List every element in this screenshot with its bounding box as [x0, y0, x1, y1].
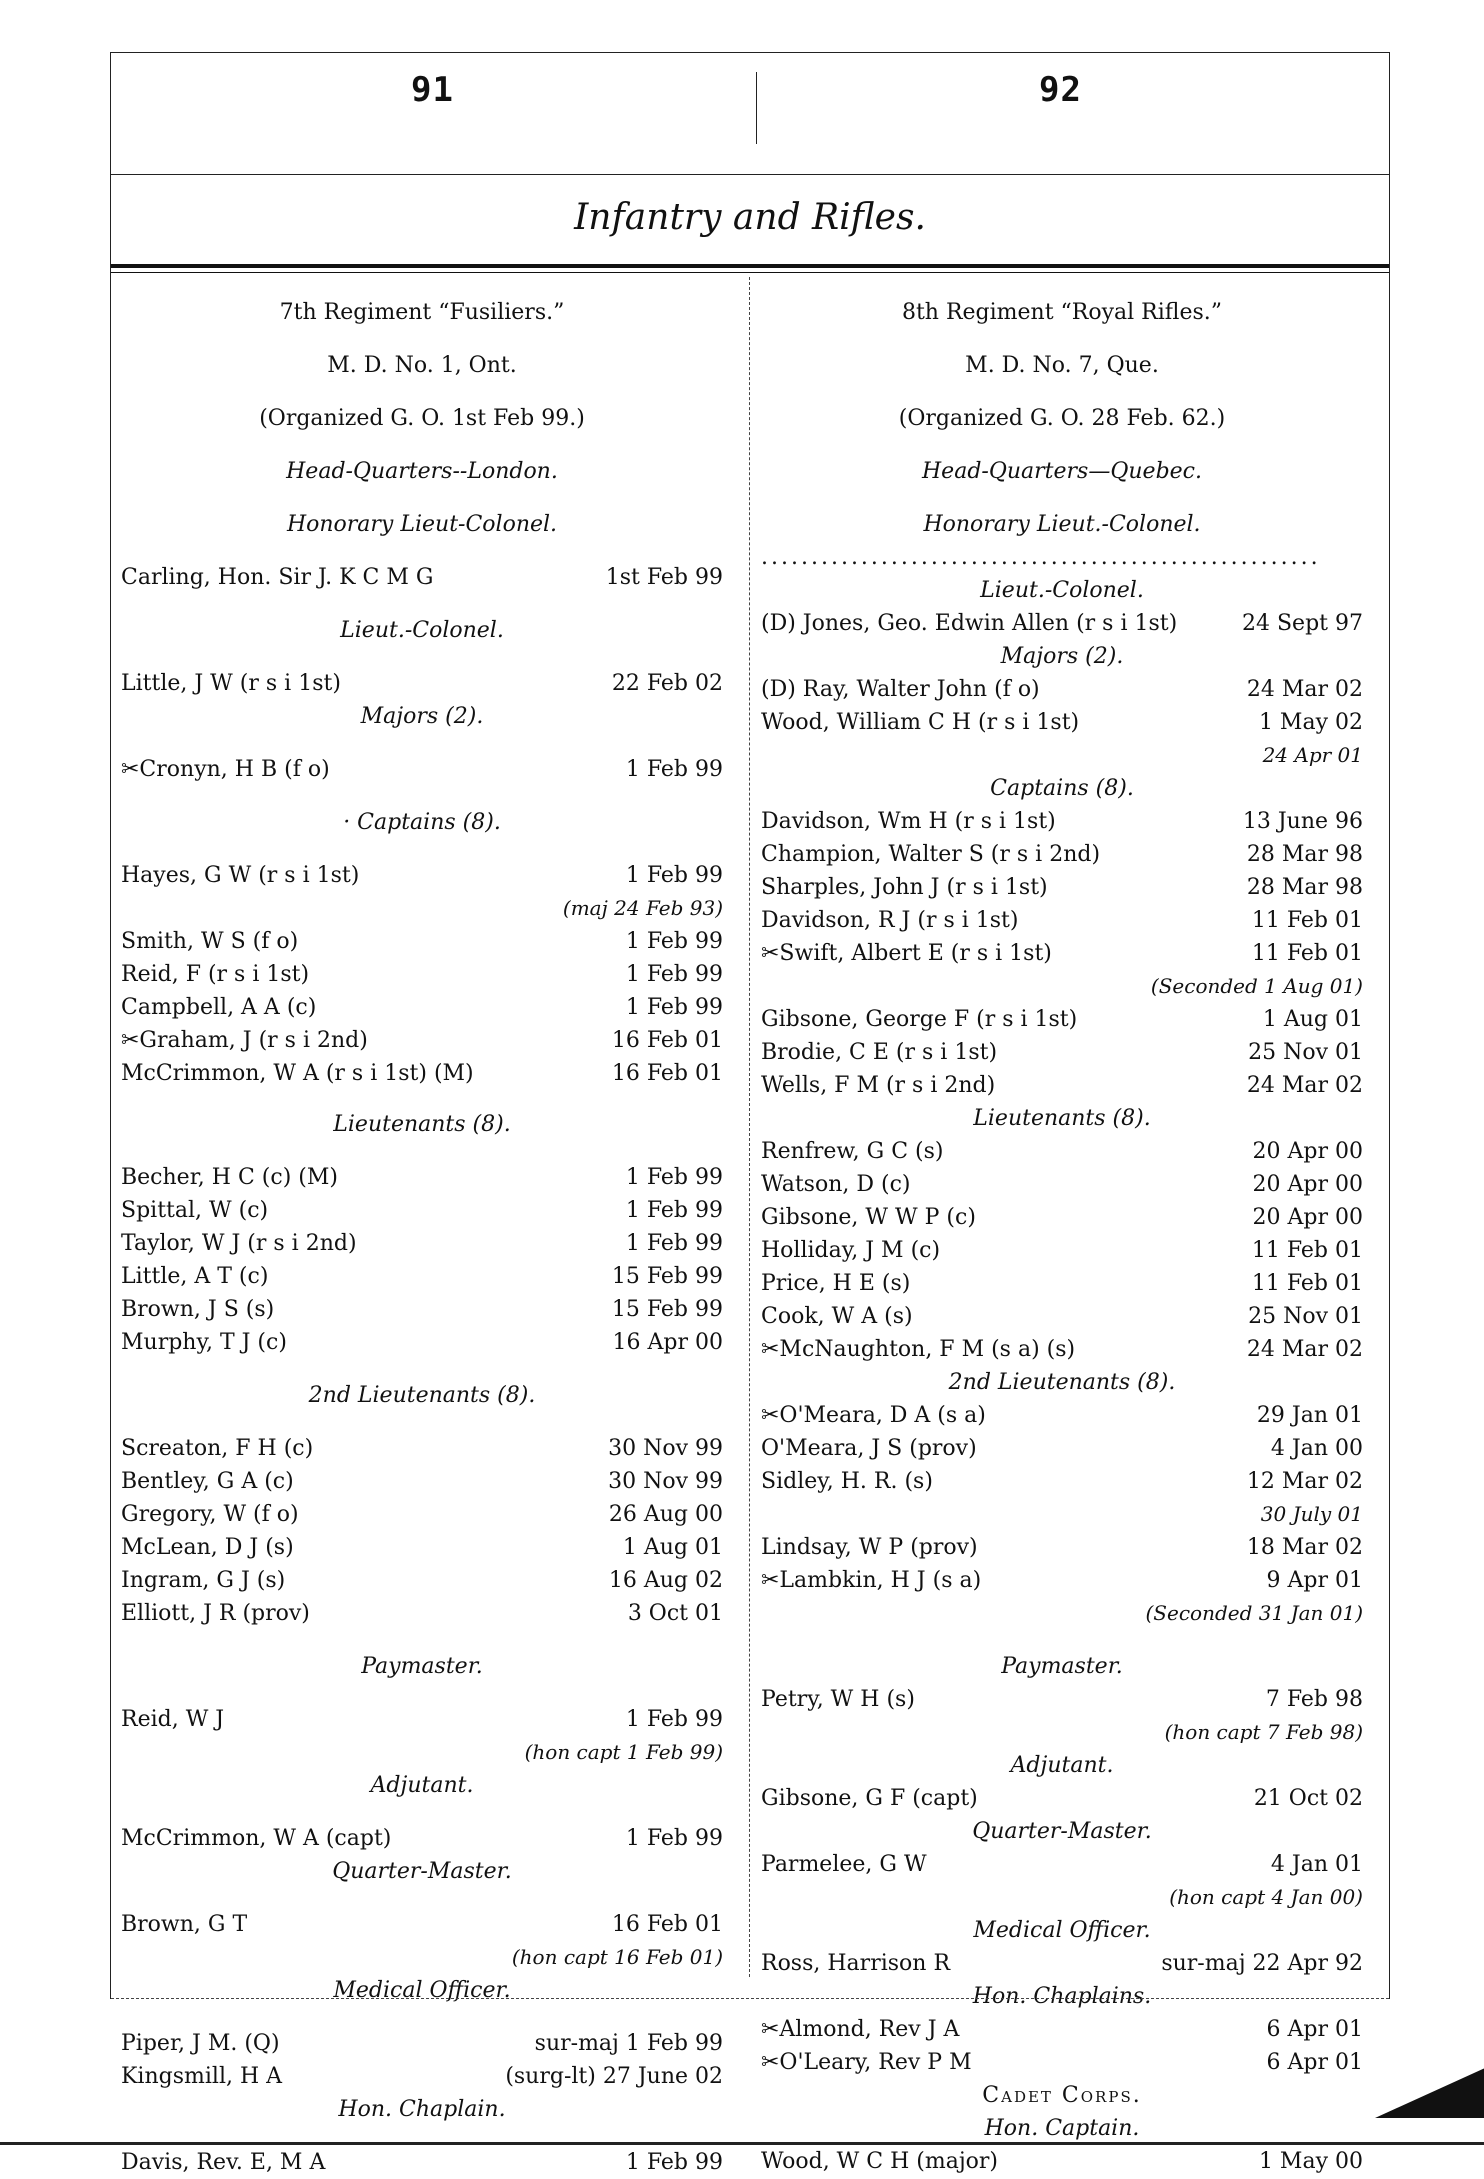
- column-divider: [749, 277, 750, 1977]
- officer-name: ✂Cronyn, H B (f o): [121, 757, 330, 782]
- roster-entry: [761, 1036, 1363, 1069]
- officer-name: Wood, William C H (r s i 1st): [761, 710, 1080, 735]
- roster-entry: [121, 1024, 723, 1057]
- officer-name: Bentley, G A (c): [121, 1469, 294, 1494]
- roster-entry: [761, 1234, 1363, 1267]
- roster-entry: [761, 2145, 1363, 2178]
- officer-name: McLean, D J (s): [121, 1535, 294, 1560]
- entry-note: (hon capt 7 Feb 98): [1164, 1720, 1363, 1744]
- section-title: Infantry and Rifles.: [574, 197, 926, 238]
- commission-date: 7 Feb 98: [1265, 1687, 1363, 1712]
- commission-date: 11 Feb 01: [1251, 908, 1363, 933]
- heading-adjutant: Adjutant.: [370, 1773, 474, 1798]
- roster-entry: [761, 1267, 1363, 1300]
- roster-entry: [761, 1564, 1363, 1597]
- roster-entry: [121, 1564, 723, 1597]
- heading-2nd-lieutenants: 2nd Lieutenants (8).: [948, 1370, 1176, 1395]
- commission-date: sur-maj 1 Feb 99: [534, 2031, 723, 2056]
- page-number-right: 92: [1039, 70, 1082, 110]
- roster-entry: [121, 1194, 723, 1227]
- officer-name: Parmelee, G W: [761, 1852, 927, 1877]
- commission-date: 29 Jan 01: [1256, 1403, 1363, 1428]
- commission-date: 16 Apr 00: [612, 1330, 723, 1355]
- officer-name: O'Meara, J S (prov): [761, 1436, 977, 1461]
- commission-date: 3 Oct 01: [627, 1601, 723, 1626]
- title-rule: [111, 174, 1389, 175]
- roster-entry: [761, 1300, 1363, 1333]
- scan-bottom-edge: [0, 2142, 1484, 2145]
- commission-date: 1 Feb 99: [625, 929, 723, 954]
- heading-medical-officer: Medical Officer.: [333, 1978, 511, 2003]
- heading-paymaster: Paymaster.: [361, 1654, 483, 1679]
- roster-entry: [121, 958, 723, 991]
- officer-name: Ross, Harrison R: [761, 1951, 951, 1976]
- roster-entry: [761, 1531, 1363, 1564]
- commission-date: 1 Feb 99: [625, 1231, 723, 1256]
- officer-name: Campbell, A A (c): [121, 995, 317, 1020]
- heading-2nd-lieutenants: 2nd Lieutenants (8).: [308, 1383, 536, 1408]
- commission-date: 9 Apr 01: [1266, 1568, 1363, 1593]
- commission-date: (surg-lt) 27 June 02: [505, 2064, 723, 2089]
- roster-entry: [761, 607, 1363, 640]
- heading-hon-chaplains: Hon. Chaplains.: [972, 1984, 1152, 2009]
- officer-name: Gibsone, W W P (c): [761, 1205, 976, 1230]
- heading-lieutenants: Lieutenants (8).: [973, 1106, 1151, 1131]
- officer-name: ✂Swift, Albert E (r s i 1st): [761, 941, 1052, 966]
- officer-name: Piper, J M. (Q): [121, 2031, 280, 2056]
- roster-entry: [761, 1168, 1363, 1201]
- commission-date: 11 Feb 01: [1251, 1271, 1363, 1296]
- entry-note: (Seconded 1 Aug 01): [1150, 974, 1363, 998]
- commission-date: 11 Feb 01: [1251, 1238, 1363, 1263]
- commission-date: 1 Feb 99: [625, 1707, 723, 1732]
- entry-note: 30 July 01: [1260, 1502, 1363, 1526]
- bottom-rule: [111, 1998, 1389, 1999]
- officer-name: McCrimmon, W A (r s i 1st) (M): [121, 1061, 474, 1086]
- commission-date: 28 Mar 98: [1246, 875, 1363, 900]
- commission-date: 1 Feb 99: [625, 2150, 723, 2175]
- roster-entry: [761, 1848, 1363, 1881]
- officer-name: Brown, G T: [121, 1912, 248, 1937]
- heading-paymaster: Paymaster.: [1001, 1654, 1123, 1679]
- commission-date: 20 Apr 00: [1252, 1205, 1363, 1230]
- commission-date: 26 Aug 00: [608, 1502, 723, 1527]
- roster-entry: [121, 667, 723, 700]
- officer-name: Reid, W J: [121, 1707, 225, 1732]
- heading-hon-lieut-colonel: Honorary Lieut-Colonel.: [286, 512, 558, 537]
- roster-entry: [761, 1782, 1363, 1815]
- commission-date: 1 Feb 99: [625, 1198, 723, 1223]
- heading-medical-officer: Medical Officer.: [973, 1918, 1151, 1943]
- officer-name: Holliday, J M (c): [761, 1238, 941, 1263]
- commission-date: 1 Feb 99: [625, 1165, 723, 1190]
- roster-entry: [121, 1161, 723, 1194]
- officer-name: Brodie, C E (r s i 1st): [761, 1040, 998, 1065]
- commission-date: 24 Mar 02: [1246, 1073, 1363, 1098]
- regiment-title: 8th Regiment “Royal Rifles.”: [901, 300, 1223, 325]
- commission-date: 1st Feb 99: [605, 565, 723, 590]
- commission-date: 16 Feb 01: [611, 1028, 723, 1053]
- officer-name: Sidley, H. R. (s): [761, 1469, 933, 1494]
- roster-entry: [761, 871, 1363, 904]
- roster-entry: [121, 1057, 723, 1090]
- commission-date: 1 Feb 99: [625, 1826, 723, 1851]
- commission-date: 20 Apr 00: [1252, 1172, 1363, 1197]
- heading-hon-chaplain: Hon. Chaplain.: [338, 2097, 506, 2122]
- roster-entry: [121, 753, 723, 786]
- officer-name: Screaton, F H (c): [121, 1436, 314, 1461]
- commission-date: 15 Feb 99: [611, 1264, 723, 1289]
- commission-date: 13 June 96: [1242, 809, 1363, 834]
- roster-entry: [121, 1227, 723, 1260]
- officer-name: Price, H E (s): [761, 1271, 911, 1296]
- roster-entry: [761, 1333, 1363, 1366]
- commission-date: 6 Apr 01: [1266, 2017, 1363, 2042]
- commission-date: 1 Feb 99: [625, 863, 723, 888]
- organized-note: (Organized G. O. 28 Feb. 62.): [898, 406, 1226, 431]
- commission-date: 24 Mar 02: [1246, 1337, 1363, 1362]
- officer-name: Little, A T (c): [121, 1264, 269, 1289]
- heading-hon-lieut-colonel: Honorary Lieut.-Colonel.: [923, 512, 1201, 537]
- officer-name: (D) Jones, Geo. Edwin Allen (r s i 1st): [761, 611, 1178, 636]
- roster-entry: [121, 2027, 723, 2060]
- commission-date: 24 Mar 02: [1246, 677, 1363, 702]
- roster-entry: [761, 1432, 1363, 1465]
- officer-name: Champion, Walter S (r s i 2nd): [761, 842, 1101, 867]
- organized-note: (Organized G. O. 1st Feb 99.): [259, 406, 585, 431]
- roster-entry: [121, 1293, 723, 1326]
- roster-entry: [121, 1822, 723, 1855]
- roster-entry: [761, 1465, 1363, 1498]
- roster-entry: [761, 1135, 1363, 1168]
- commission-date: 1 Feb 99: [625, 995, 723, 1020]
- commission-date: 1 May 00: [1258, 2149, 1363, 2174]
- entry-note: (hon capt 1 Feb 99): [524, 1740, 723, 1764]
- heading-captains: Captains (8).: [990, 776, 1134, 801]
- commission-date: 30 Nov 99: [608, 1436, 723, 1461]
- roster-entry: [121, 1260, 723, 1293]
- commission-date: 21 Oct 02: [1253, 1786, 1363, 1811]
- commission-date: 18 Mar 02: [1246, 1535, 1363, 1560]
- roster-entry: [761, 673, 1363, 706]
- heading-captains: · Captains (8).: [343, 810, 501, 835]
- thick-rule: [111, 264, 1389, 268]
- officer-name: (D) Ray, Walter John (f o): [761, 677, 1040, 702]
- page-number-left: 91: [411, 70, 454, 110]
- officer-name: Petry, W H (s): [761, 1687, 915, 1712]
- roster-entry: [761, 904, 1363, 937]
- heading-adjutant: Adjutant.: [1010, 1753, 1114, 1778]
- left-column: [121, 296, 723, 2179]
- officer-name: Gibsone, George F (r s i 1st): [761, 1007, 1078, 1032]
- heading-majors: Majors (2).: [360, 704, 484, 729]
- regiment-title: 7th Regiment “Fusiliers.”: [279, 300, 565, 325]
- heading-lieut-colonel: Lieut.-Colonel.: [340, 618, 504, 643]
- officer-name: Wood, W C H (major): [761, 2149, 999, 2174]
- roster-entry: [761, 838, 1363, 871]
- header-divider: [756, 72, 757, 144]
- roster-entry: [121, 1326, 723, 1359]
- district: M. D. No. 1, Ont.: [327, 353, 517, 378]
- officer-name: Little, J W (r s i 1st): [121, 671, 341, 696]
- roster-entry: [761, 805, 1363, 838]
- roster-entry: [761, 1399, 1363, 1432]
- vacant-leader: ........................................................: [761, 545, 1321, 570]
- right-column: [761, 296, 1363, 2178]
- roster-entry: [761, 1947, 1363, 1980]
- officer-name: Watson, D (c): [761, 1172, 911, 1197]
- roster-entry: [121, 1908, 723, 1941]
- commission-date: 16 Feb 01: [611, 1061, 723, 1086]
- roster-entry: [121, 1498, 723, 1531]
- district: M. D. No. 7, Que.: [965, 353, 1159, 378]
- commission-date: 6 Apr 01: [1266, 2050, 1363, 2075]
- commission-date: 28 Mar 98: [1246, 842, 1363, 867]
- officer-name: ✂Graham, J (r s i 2nd): [121, 1028, 368, 1053]
- roster-entry: [761, 1683, 1363, 1716]
- heading-quarter-master: Quarter-Master.: [332, 1859, 512, 1884]
- commission-date: 1 Feb 99: [625, 962, 723, 987]
- roster-entry: [121, 991, 723, 1024]
- heading-lieut-colonel: Lieut.-Colonel.: [980, 578, 1144, 603]
- officer-name: McCrimmon, W A (capt): [121, 1826, 392, 1851]
- entry-note: (maj 24 Feb 93): [562, 896, 723, 920]
- officer-name: Spittal, W (c): [121, 1198, 269, 1223]
- officer-name: Cook, W A (s): [761, 1304, 913, 1329]
- entry-note: (hon capt 16 Feb 01): [511, 1945, 723, 1969]
- officer-name: Becher, H C (c) (M): [121, 1165, 338, 1190]
- roster-entry: [121, 1703, 723, 1736]
- roster-entry: [121, 2146, 723, 2179]
- commission-date: 1 Aug 01: [1262, 1007, 1363, 1032]
- officer-name: Lindsay, W P (prov): [761, 1535, 978, 1560]
- roster-entry: [761, 1201, 1363, 1234]
- officer-name: ✂O'Leary, Rev P M: [761, 2050, 972, 2075]
- commission-date: 11 Feb 01: [1251, 941, 1363, 966]
- page: [110, 52, 1390, 2175]
- officer-name: Murphy, T J (c): [121, 1330, 287, 1355]
- officer-name: Taylor, W J (r s i 2nd): [121, 1231, 357, 1256]
- officer-name: Reid, F (r s i 1st): [121, 962, 310, 987]
- commission-date: 25 Nov 01: [1248, 1040, 1363, 1065]
- roster-entry: [121, 859, 723, 892]
- roster-entry: [761, 2013, 1363, 2046]
- roster-entry: [121, 2060, 723, 2093]
- officer-name: Sharples, John J (r s i 1st): [761, 875, 1048, 900]
- officer-name: ✂Almond, Rev J A: [761, 2017, 960, 2042]
- officer-name: Elliott, J R (prov): [121, 1601, 310, 1626]
- officer-name: Davidson, Wm H (r s i 1st): [761, 809, 1056, 834]
- officer-name: Wells, F M (r s i 2nd): [761, 1073, 996, 1098]
- thin-rule: [111, 272, 1389, 273]
- heading-cadet-corps: Cadet Corps.: [982, 2083, 1142, 2108]
- officer-name: ✂Lambkin, H J (s a): [761, 1568, 982, 1593]
- headquarters: Head-Quarters--London.: [286, 459, 558, 484]
- entry-note: 24 Apr 01: [1262, 743, 1363, 767]
- roster-entry: [121, 1597, 723, 1630]
- commission-date: 4 Jan 01: [1270, 1852, 1363, 1877]
- officer-name: Davis, Rev. E, M A: [121, 2150, 326, 2175]
- commission-date: 1 May 02: [1258, 710, 1363, 735]
- roster-entry: [121, 561, 723, 594]
- officer-name: Davidson, R J (r s i 1st): [761, 908, 1019, 933]
- roster-entry: [121, 1465, 723, 1498]
- roster-entry: [121, 925, 723, 958]
- page-edge-shadow: [1375, 2068, 1484, 2118]
- roster-entry: [121, 1531, 723, 1564]
- commission-date: 15 Feb 99: [611, 1297, 723, 1322]
- commission-date: 16 Aug 02: [608, 1568, 723, 1593]
- officer-name: Gregory, W (f o): [121, 1502, 299, 1527]
- commission-date: 20 Apr 00: [1252, 1139, 1363, 1164]
- heading-lieutenants: Lieutenants (8).: [333, 1112, 511, 1137]
- roster-entry: [761, 937, 1363, 970]
- heading-quarter-master: Quarter-Master.: [972, 1819, 1152, 1844]
- officer-name: ✂McNaughton, F M (s a) (s): [761, 1337, 1076, 1362]
- commission-date: sur-maj 22 Apr 92: [1161, 1951, 1363, 1976]
- roster-entry: [761, 1003, 1363, 1036]
- officer-name: Renfrew, G C (s): [761, 1139, 944, 1164]
- heading-majors: Majors (2).: [1000, 644, 1124, 669]
- officer-name: Kingsmill, H A: [121, 2064, 283, 2089]
- officer-name: Gibsone, G F (capt): [761, 1786, 978, 1811]
- heading-hon-captain: Hon. Captain.: [984, 2116, 1140, 2141]
- officer-name: ✂O'Meara, D A (s a): [761, 1403, 986, 1428]
- commission-date: 30 Nov 99: [608, 1469, 723, 1494]
- entry-note: (Seconded 31 Jan 01): [1145, 1601, 1363, 1625]
- roster-entry: [761, 1069, 1363, 1102]
- commission-date: 4 Jan 00: [1270, 1436, 1363, 1461]
- roster-entry: [761, 2046, 1363, 2079]
- officer-name: Brown, J S (s): [121, 1297, 275, 1322]
- roster-entry: [761, 706, 1363, 739]
- commission-date: 24 Sept 97: [1242, 611, 1363, 636]
- officer-name: Smith, W S (f o): [121, 929, 299, 954]
- officer-name: Carling, Hon. Sir J. K C M G: [121, 565, 434, 590]
- commission-date: 22 Feb 02: [611, 671, 723, 696]
- commission-date: 12 Mar 02: [1246, 1469, 1363, 1494]
- commission-date: 25 Nov 01: [1248, 1304, 1363, 1329]
- officer-name: Ingram, G J (s): [121, 1568, 286, 1593]
- headquarters: Head-Quarters—Quebec.: [922, 459, 1202, 484]
- entry-note: (hon capt 4 Jan 00): [1169, 1885, 1363, 1909]
- commission-date: 1 Feb 99: [625, 757, 723, 782]
- roster-entry: [121, 1432, 723, 1465]
- commission-date: 16 Feb 01: [611, 1912, 723, 1937]
- top-rule: [111, 52, 1389, 53]
- officer-name: Hayes, G W (r s i 1st): [121, 863, 360, 888]
- commission-date: 1 Aug 01: [622, 1535, 723, 1560]
